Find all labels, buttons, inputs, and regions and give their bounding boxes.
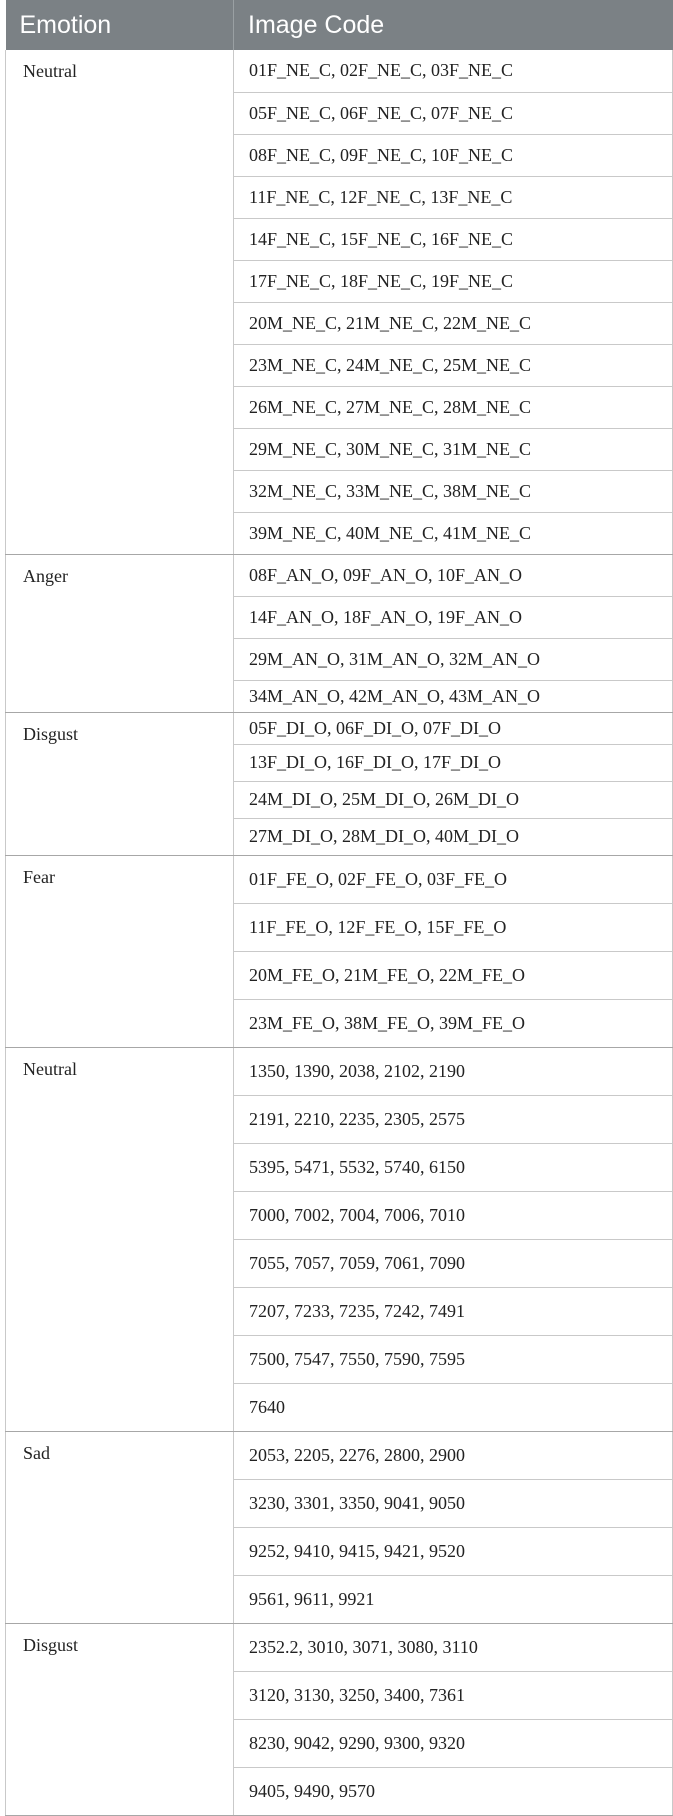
image-code-cell: 05F_NE_C, 06F_NE_C, 07F_NE_C [234,92,673,134]
image-code-cell: 7640 [234,1383,673,1431]
image-code-cell: 20M_NE_C, 21M_NE_C, 22M_NE_C [234,302,673,344]
image-code-cell: 3120, 3130, 3250, 3400, 7361 [234,1671,673,1719]
image-code-cell: 13F_DI_O, 16F_DI_O, 17F_DI_O [234,744,673,781]
image-code-cell: 32M_NE_C, 33M_NE_C, 38M_NE_C [234,470,673,512]
column-header-emotion: Emotion [6,0,234,50]
image-code-cell: 3230, 3301, 3350, 9041, 9050 [234,1479,673,1527]
image-code-cell: 08F_NE_C, 09F_NE_C, 10F_NE_C [234,134,673,176]
image-code-cell: 26M_NE_C, 27M_NE_C, 28M_NE_C [234,386,673,428]
image-code-cell: 11F_FE_O, 12F_FE_O, 15F_FE_O [234,903,673,951]
image-code-cell: 29M_AN_O, 31M_AN_O, 32M_AN_O [234,638,673,680]
image-code-cell: 01F_NE_C, 02F_NE_C, 03F_NE_C [234,50,673,92]
table-row [6,554,673,596]
image-code-cell: 2053, 2205, 2276, 2800, 2900 [234,1431,673,1479]
table-row [6,855,673,903]
image-code-cell: 1350, 1390, 2038, 2102, 2190 [234,1047,673,1095]
header-row [6,0,673,50]
image-code-cell: 2352.2, 3010, 3071, 3080, 3110 [234,1623,673,1671]
emotion-cell: Neutral [6,1047,234,1431]
image-code-cell: 9252, 9410, 9415, 9421, 9520 [234,1527,673,1575]
emotion-cell: Fear [6,855,234,1047]
image-code-cell: 34M_AN_O, 42M_AN_O, 43M_AN_O [234,680,673,712]
emotion-cell: Disgust [6,712,234,855]
table-row [6,1047,673,1095]
table-body [6,50,673,1815]
image-code-cell: 23M_NE_C, 24M_NE_C, 25M_NE_C [234,344,673,386]
table-row [6,1431,673,1479]
image-code-cell: 8230, 9042, 9290, 9300, 9320 [234,1719,673,1767]
image-code-cell: 29M_NE_C, 30M_NE_C, 31M_NE_C [234,428,673,470]
image-code-cell: 20M_FE_O, 21M_FE_O, 22M_FE_O [234,951,673,999]
image-code-cell: 11F_NE_C, 12F_NE_C, 13F_NE_C [234,176,673,218]
image-code-cell: 14F_NE_C, 15F_NE_C, 16F_NE_C [234,218,673,260]
image-code-cell: 7207, 7233, 7235, 7242, 7491 [234,1287,673,1335]
image-code-cell: 39M_NE_C, 40M_NE_C, 41M_NE_C [234,512,673,554]
image-code-cell: 9405, 9490, 9570 [234,1767,673,1815]
image-code-cell: 23M_FE_O, 38M_FE_O, 39M_FE_O [234,999,673,1047]
image-code-cell: 5395, 5471, 5532, 5740, 6150 [234,1143,673,1191]
image-code-cell: 7055, 7057, 7059, 7061, 7090 [234,1239,673,1287]
table-row [6,712,673,744]
emotion-image-code-table [5,0,673,1816]
table-row [6,50,673,92]
image-code-cell: 7000, 7002, 7004, 7006, 7010 [234,1191,673,1239]
image-code-cell: 9561, 9611, 9921 [234,1575,673,1623]
image-code-cell: 05F_DI_O, 06F_DI_O, 07F_DI_O [234,712,673,744]
image-code-cell: 01F_FE_O, 02F_FE_O, 03F_FE_O [234,855,673,903]
image-code-cell: 24M_DI_O, 25M_DI_O, 26M_DI_O [234,781,673,818]
image-code-cell: 14F_AN_O, 18F_AN_O, 19F_AN_O [234,596,673,638]
image-code-cell: 7500, 7547, 7550, 7590, 7595 [234,1335,673,1383]
image-code-cell: 27M_DI_O, 28M_DI_O, 40M_DI_O [234,818,673,855]
image-code-cell: 08F_AN_O, 09F_AN_O, 10F_AN_O [234,554,673,596]
column-header-image-code: Image Code [234,0,673,50]
emotion-cell: Disgust [6,1623,234,1815]
emotion-cell: Anger [6,554,234,712]
emotion-cell: Neutral [6,50,234,554]
table-row [6,1623,673,1671]
emotion-cell: Sad [6,1431,234,1623]
image-code-cell: 17F_NE_C, 18F_NE_C, 19F_NE_C [234,260,673,302]
image-code-cell: 2191, 2210, 2235, 2305, 2575 [234,1095,673,1143]
